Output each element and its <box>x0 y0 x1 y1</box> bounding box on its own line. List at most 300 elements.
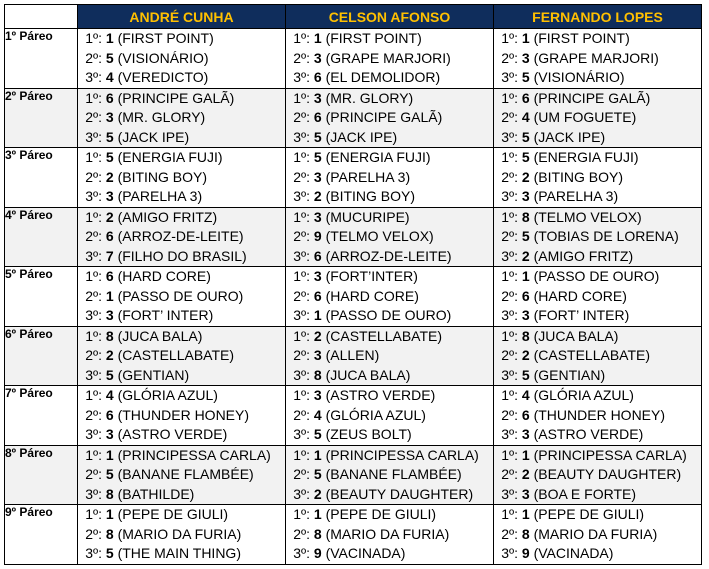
horse-number: 3 <box>521 485 530 502</box>
horse-number: 2 <box>521 347 530 363</box>
pick-line <box>78 525 285 545</box>
pick-line <box>286 29 493 49</box>
horse-number: 3 <box>521 188 530 204</box>
horse-name: (ENERGIA FUJI) <box>325 149 431 165</box>
horse-name: (FIRST POINT) <box>117 30 214 46</box>
pick-position: 3º: <box>85 247 102 264</box>
pick-position: 2º: <box>293 466 310 482</box>
pick-position: 3º: <box>293 247 310 264</box>
horse-name: (MARIO DA FURIA) <box>533 525 658 542</box>
horse-name: (JACK IPE) <box>533 128 606 145</box>
horse-number: 6 <box>521 89 530 106</box>
horse-name: (PASSO DE OURO) <box>325 307 452 323</box>
horse-name: (GRAPE MARJORI) <box>325 49 451 66</box>
pick-line <box>494 425 701 445</box>
pick-line <box>286 406 493 426</box>
horse-name: (FIRST POINT) <box>533 30 630 46</box>
horse-number: 6 <box>313 109 322 125</box>
pick-line <box>286 525 493 545</box>
pick-position: 1º: <box>85 208 102 225</box>
horse-number: 3 <box>521 426 530 442</box>
tipster-picks <box>78 326 286 386</box>
tipster-picks <box>78 267 286 327</box>
pick-position: 3º: <box>85 307 102 323</box>
tipster-picks <box>286 326 494 386</box>
pick-position: 2º: <box>293 228 310 244</box>
pick-position: 1º: <box>85 149 102 165</box>
pick-position: 1º: <box>85 446 102 463</box>
horse-number: 6 <box>105 228 114 244</box>
pick-line <box>286 68 493 88</box>
horse-name: (FIRST POINT) <box>325 30 422 46</box>
horse-name: (JACK IPE) <box>117 128 190 145</box>
pick-position: 1º: <box>85 30 102 46</box>
horse-name: (FORT’ INTER) <box>117 307 214 323</box>
race-label: 6º Páreo <box>5 326 78 386</box>
pick-line <box>494 108 701 128</box>
pick-line <box>286 306 493 326</box>
tipster-picks <box>78 148 286 208</box>
horse-name: (VACINADA) <box>325 545 406 561</box>
pick-position: 3º: <box>501 485 518 502</box>
horse-name: (PASSO DE OURO) <box>117 287 244 304</box>
pick-position: 2º: <box>85 347 102 363</box>
pick-position: 3º: <box>501 426 518 442</box>
horse-number: 8 <box>521 208 530 225</box>
pick-position: 1º: <box>501 149 518 165</box>
pick-position: 2º: <box>501 347 518 363</box>
horse-name: (PARELHA 3) <box>533 188 619 204</box>
horse-number: 9 <box>521 545 530 561</box>
horse-number: 3 <box>313 347 322 363</box>
horse-number: 4 <box>105 387 114 403</box>
horse-name: (ARROZ-DE-LEITE) <box>117 228 244 244</box>
tipster-picks <box>78 29 286 89</box>
race-row <box>5 505 702 565</box>
horse-name: (MR. GLORY) <box>117 109 206 125</box>
horse-number: 5 <box>105 545 114 561</box>
pick-line <box>286 49 493 69</box>
horse-number: 3 <box>313 49 322 66</box>
horse-name: (THUNDER HONEY) <box>533 406 666 423</box>
pick-position: 3º: <box>85 69 102 85</box>
pick-line <box>494 29 701 49</box>
horse-number: 6 <box>313 247 322 264</box>
tipster-picks <box>78 505 286 565</box>
horse-name: (GRAPE MARJORI) <box>533 49 659 66</box>
pick-position: 3º: <box>293 128 310 145</box>
pick-position: 2º: <box>501 406 518 423</box>
horse-name: (VISIONÁRIO) <box>117 49 209 66</box>
pick-line <box>286 187 493 207</box>
pick-position: 2º: <box>293 49 310 66</box>
race-row <box>5 29 702 89</box>
pick-line <box>78 227 285 247</box>
pick-line <box>78 267 285 287</box>
pick-line <box>286 505 493 525</box>
horse-name: (BATHILDE) <box>117 485 195 502</box>
horse-name: (AMIGO FRITZ) <box>117 208 218 225</box>
pick-position: 2º: <box>85 228 102 244</box>
pick-line <box>286 346 493 366</box>
pick-line <box>286 208 493 228</box>
horse-name: (ENERGIA FUJI) <box>117 149 223 165</box>
pick-position: 1º: <box>85 506 102 522</box>
horse-number: 6 <box>521 406 530 423</box>
horse-number: 1 <box>105 506 114 522</box>
pick-position: 1º: <box>293 30 310 46</box>
race-label: 7º Páreo <box>5 386 78 446</box>
tipster-picks <box>494 505 702 565</box>
pick-line <box>286 465 493 485</box>
horse-name: (MARIO DA FURIA) <box>325 525 450 542</box>
pick-position: 3º: <box>293 485 310 502</box>
tipster-picks <box>494 326 702 386</box>
horse-name: (FILHO DO BRASIL) <box>117 247 247 264</box>
pick-position: 3º: <box>85 545 102 561</box>
horse-number: 3 <box>313 387 322 403</box>
horse-number: 2 <box>105 168 114 185</box>
race-label: 4º Páreo <box>5 207 78 267</box>
pick-position: 1º: <box>501 268 518 284</box>
race-row <box>5 207 702 267</box>
pick-line <box>78 168 285 188</box>
horse-number: 3 <box>521 49 530 66</box>
horse-number: 3 <box>313 168 322 185</box>
pick-position: 1º: <box>85 327 102 344</box>
horse-name: (TOBIAS DE LORENA) <box>533 228 679 244</box>
pick-position: 2º: <box>293 168 310 185</box>
horse-number: 1 <box>521 506 530 522</box>
pick-position: 3º: <box>501 307 518 323</box>
pick-position: 1º: <box>293 327 310 344</box>
horse-name: (BOA E FORTE) <box>533 485 637 502</box>
pick-position: 3º: <box>501 69 518 85</box>
horse-name: (VEREDICTO) <box>117 69 209 85</box>
race-row <box>5 326 702 386</box>
pick-position: 2º: <box>85 49 102 66</box>
horse-number: 2 <box>313 485 322 502</box>
horse-name: (GLÓRIA AZUL) <box>533 387 634 403</box>
pick-line <box>494 465 701 485</box>
pick-line <box>494 386 701 406</box>
horse-number: 3 <box>521 307 530 323</box>
pick-line <box>286 267 493 287</box>
pick-line <box>286 386 493 406</box>
pick-line <box>78 208 285 228</box>
horse-name: (PEPE DE GIULI) <box>325 506 437 522</box>
horse-number: 6 <box>313 69 322 85</box>
tipster-picks <box>286 29 494 89</box>
race-row <box>5 148 702 208</box>
horse-number: 3 <box>313 268 322 284</box>
pick-line <box>286 108 493 128</box>
horse-number: 2 <box>521 168 530 185</box>
pick-position: 1º: <box>501 506 518 522</box>
pick-line <box>78 89 285 109</box>
pick-line <box>286 425 493 445</box>
horse-name: (MARIO DA FURIA) <box>117 525 242 542</box>
horse-number: 2 <box>105 208 114 225</box>
horse-name: (PRINCIPE GALÃ) <box>325 109 443 125</box>
pick-line <box>494 49 701 69</box>
horse-number: 2 <box>313 188 322 204</box>
horse-name: (AMIGO FRITZ) <box>533 247 634 264</box>
pick-line <box>494 267 701 287</box>
tipster-picks <box>78 445 286 505</box>
pick-position: 3º: <box>293 366 310 383</box>
horse-name: (ASTRO VERDE) <box>117 426 228 442</box>
pick-line <box>494 187 701 207</box>
pick-line <box>78 49 285 69</box>
horse-name: (JUCA BALA) <box>117 327 203 344</box>
tipster-picks <box>286 445 494 505</box>
horse-name: (BEAUTY DAUGHTER) <box>533 466 682 482</box>
pick-line <box>78 505 285 525</box>
horse-name: (HARD CORE) <box>325 287 419 304</box>
horse-number: 5 <box>521 69 530 85</box>
horse-number: 3 <box>105 307 114 323</box>
tipster-picks <box>494 148 702 208</box>
horse-number: 5 <box>105 49 114 66</box>
horse-number: 3 <box>313 208 322 225</box>
tipster-picks <box>494 29 702 89</box>
pick-position: 1º: <box>501 208 518 225</box>
tipster-picks <box>286 88 494 148</box>
pick-line <box>78 187 285 207</box>
tipster-picks <box>286 505 494 565</box>
pick-line <box>78 386 285 406</box>
pick-position: 2º: <box>293 406 310 423</box>
horse-name: (TELMO VELOX) <box>533 208 642 225</box>
horse-number: 1 <box>313 506 322 522</box>
horse-name: (JUCA BALA) <box>533 327 619 344</box>
pick-line <box>494 306 701 326</box>
pick-position: 1º: <box>501 446 518 463</box>
pick-line <box>78 247 285 267</box>
horse-name: (CASTELLABATE) <box>533 347 651 363</box>
pick-position: 3º: <box>501 247 518 264</box>
race-row <box>5 88 702 148</box>
horse-name: (BITING BOY) <box>117 168 208 185</box>
horse-number: 5 <box>105 149 114 165</box>
horse-number: 9 <box>313 545 322 561</box>
pick-position: 2º: <box>85 109 102 125</box>
header-tipster-1: ANDRÉ CUNHA <box>78 5 286 29</box>
pick-line <box>286 168 493 188</box>
pick-line <box>494 406 701 426</box>
pick-position: 2º: <box>501 168 518 185</box>
pick-line <box>494 525 701 545</box>
pick-position: 1º: <box>501 30 518 46</box>
horse-number: 2 <box>105 347 114 363</box>
horse-number: 5 <box>313 426 322 442</box>
pick-line <box>78 327 285 347</box>
horse-name: (PRINCIPESSA CARLA) <box>533 446 687 463</box>
horse-name: (ENERGIA FUJI) <box>533 149 639 165</box>
pick-position: 2º: <box>501 228 518 244</box>
horse-name: (FORT’INTER) <box>325 268 418 284</box>
pick-position: 3º: <box>293 307 310 323</box>
horse-number: 5 <box>521 228 530 244</box>
tipster-picks <box>494 386 702 446</box>
tipster-picks <box>286 386 494 446</box>
pick-position: 3º: <box>293 188 310 204</box>
pick-line <box>78 544 285 564</box>
pick-position: 1º: <box>293 208 310 225</box>
horse-number: 1 <box>105 287 114 304</box>
pick-line <box>494 89 701 109</box>
pick-line <box>286 247 493 267</box>
pick-line <box>286 446 493 466</box>
corner-cell <box>5 5 78 29</box>
race-label: 8º Páreo <box>5 445 78 505</box>
horse-number: 7 <box>105 247 114 264</box>
pick-position: 1º: <box>293 268 310 284</box>
pick-line <box>494 346 701 366</box>
horse-name: (PEPE DE GIULI) <box>117 506 229 522</box>
horse-number: 1 <box>521 30 530 46</box>
horse-number: 1 <box>521 268 530 284</box>
horse-number: 8 <box>521 327 530 344</box>
horse-name: (UM FOGUETE) <box>533 109 637 125</box>
horse-number: 6 <box>105 89 114 106</box>
pick-position: 2º: <box>85 287 102 304</box>
horse-number: 3 <box>105 109 114 125</box>
horse-name: (BITING BOY) <box>533 168 624 185</box>
pick-line <box>494 68 701 88</box>
pick-line <box>494 327 701 347</box>
pick-position: 3º: <box>85 366 102 383</box>
pick-position: 2º: <box>85 406 102 423</box>
race-row <box>5 445 702 505</box>
pick-position: 1º: <box>501 327 518 344</box>
horse-number: 6 <box>313 287 322 304</box>
horse-number: 2 <box>521 466 530 482</box>
pick-line <box>494 148 701 168</box>
pick-position: 2º: <box>85 525 102 542</box>
horse-number: 4 <box>105 69 114 85</box>
horse-number: 4 <box>521 387 530 403</box>
pick-line <box>494 505 701 525</box>
pick-line <box>494 227 701 247</box>
pick-line <box>494 544 701 564</box>
horse-name: (GLÓRIA AZUL) <box>325 406 426 423</box>
tipster-picks <box>78 88 286 148</box>
tipster-picks <box>494 207 702 267</box>
pick-line <box>78 485 285 505</box>
horse-number: 8 <box>521 525 530 542</box>
pick-position: 1º: <box>501 89 518 106</box>
pick-position: 2º: <box>293 287 310 304</box>
pick-line <box>494 446 701 466</box>
horse-number: 1 <box>105 30 114 46</box>
pick-position: 2º: <box>85 466 102 482</box>
horse-name: (ASTRO VERDE) <box>325 387 436 403</box>
pick-line <box>494 168 701 188</box>
horse-name: (BITING BOY) <box>325 188 416 204</box>
horse-name: (ALLEN) <box>325 347 380 363</box>
header-tipster-2: CELSON AFONSO <box>286 5 494 29</box>
pick-line <box>286 544 493 564</box>
pick-position: 3º: <box>85 128 102 145</box>
pick-position: 3º: <box>85 188 102 204</box>
pick-line <box>286 227 493 247</box>
horse-number: 1 <box>313 446 322 463</box>
pick-position: 3º: <box>85 485 102 502</box>
pick-line <box>78 465 285 485</box>
pick-line <box>494 485 701 505</box>
horse-number: 5 <box>521 149 530 165</box>
tipster-picks <box>494 445 702 505</box>
horse-name: (ARROZ-DE-LEITE) <box>325 247 452 264</box>
pick-position: 2º: <box>293 525 310 542</box>
pick-line <box>78 446 285 466</box>
pick-position: 2º: <box>501 49 518 66</box>
horse-name: (GLÓRIA AZUL) <box>117 387 218 403</box>
pick-line <box>494 366 701 386</box>
horse-name: (TELMO VELOX) <box>325 228 434 244</box>
race-label: 3º Páreo <box>5 148 78 208</box>
tipster-picks <box>494 88 702 148</box>
pick-line <box>286 327 493 347</box>
horse-name: (CASTELLABATE) <box>117 347 235 363</box>
pick-position: 3º: <box>293 69 310 85</box>
horse-name: (FORT’ INTER) <box>533 307 630 323</box>
pick-position: 3º: <box>501 366 518 383</box>
horse-number: 2 <box>313 327 322 344</box>
pick-position: 1º: <box>293 89 310 106</box>
pick-position: 1º: <box>85 89 102 106</box>
pick-line <box>78 366 285 386</box>
horse-number: 5 <box>313 466 322 482</box>
pick-position: 3º: <box>501 545 518 561</box>
pick-position: 1º: <box>501 387 518 403</box>
tipster-picks <box>78 386 286 446</box>
horse-number: 6 <box>105 406 114 423</box>
horse-number: 6 <box>105 268 114 284</box>
horse-number: 2 <box>521 247 530 264</box>
horse-name: (PARELHA 3) <box>117 188 203 204</box>
pick-position: 1º: <box>293 446 310 463</box>
pick-position: 1º: <box>293 506 310 522</box>
horse-number: 4 <box>313 406 322 423</box>
pick-line <box>78 68 285 88</box>
horse-number: 5 <box>313 149 322 165</box>
pick-position: 2º: <box>501 466 518 482</box>
horse-number: 6 <box>521 287 530 304</box>
horse-number: 8 <box>105 485 114 502</box>
horse-name: (PRINCIPESSA CARLA) <box>117 446 271 463</box>
horse-number: 4 <box>521 109 530 125</box>
horse-name: (BEAUTY DAUGHTER) <box>325 485 474 502</box>
pick-line <box>78 346 285 366</box>
horse-name: (MUCURIPE) <box>325 208 410 225</box>
horse-name: (PARELHA 3) <box>325 168 411 185</box>
horse-number: 3 <box>313 89 322 106</box>
pick-line <box>494 128 701 148</box>
horse-name: (PASSO DE OURO) <box>533 268 660 284</box>
pick-position: 2º: <box>501 109 518 125</box>
tips-table <box>4 4 702 565</box>
pick-line <box>286 89 493 109</box>
pick-position: 2º: <box>501 525 518 542</box>
tipster-picks <box>78 207 286 267</box>
horse-number: 8 <box>105 327 114 344</box>
horse-name: (PRINCIPE GALÃ) <box>117 89 235 106</box>
horse-number: 3 <box>105 188 114 204</box>
horse-number: 5 <box>521 128 530 145</box>
